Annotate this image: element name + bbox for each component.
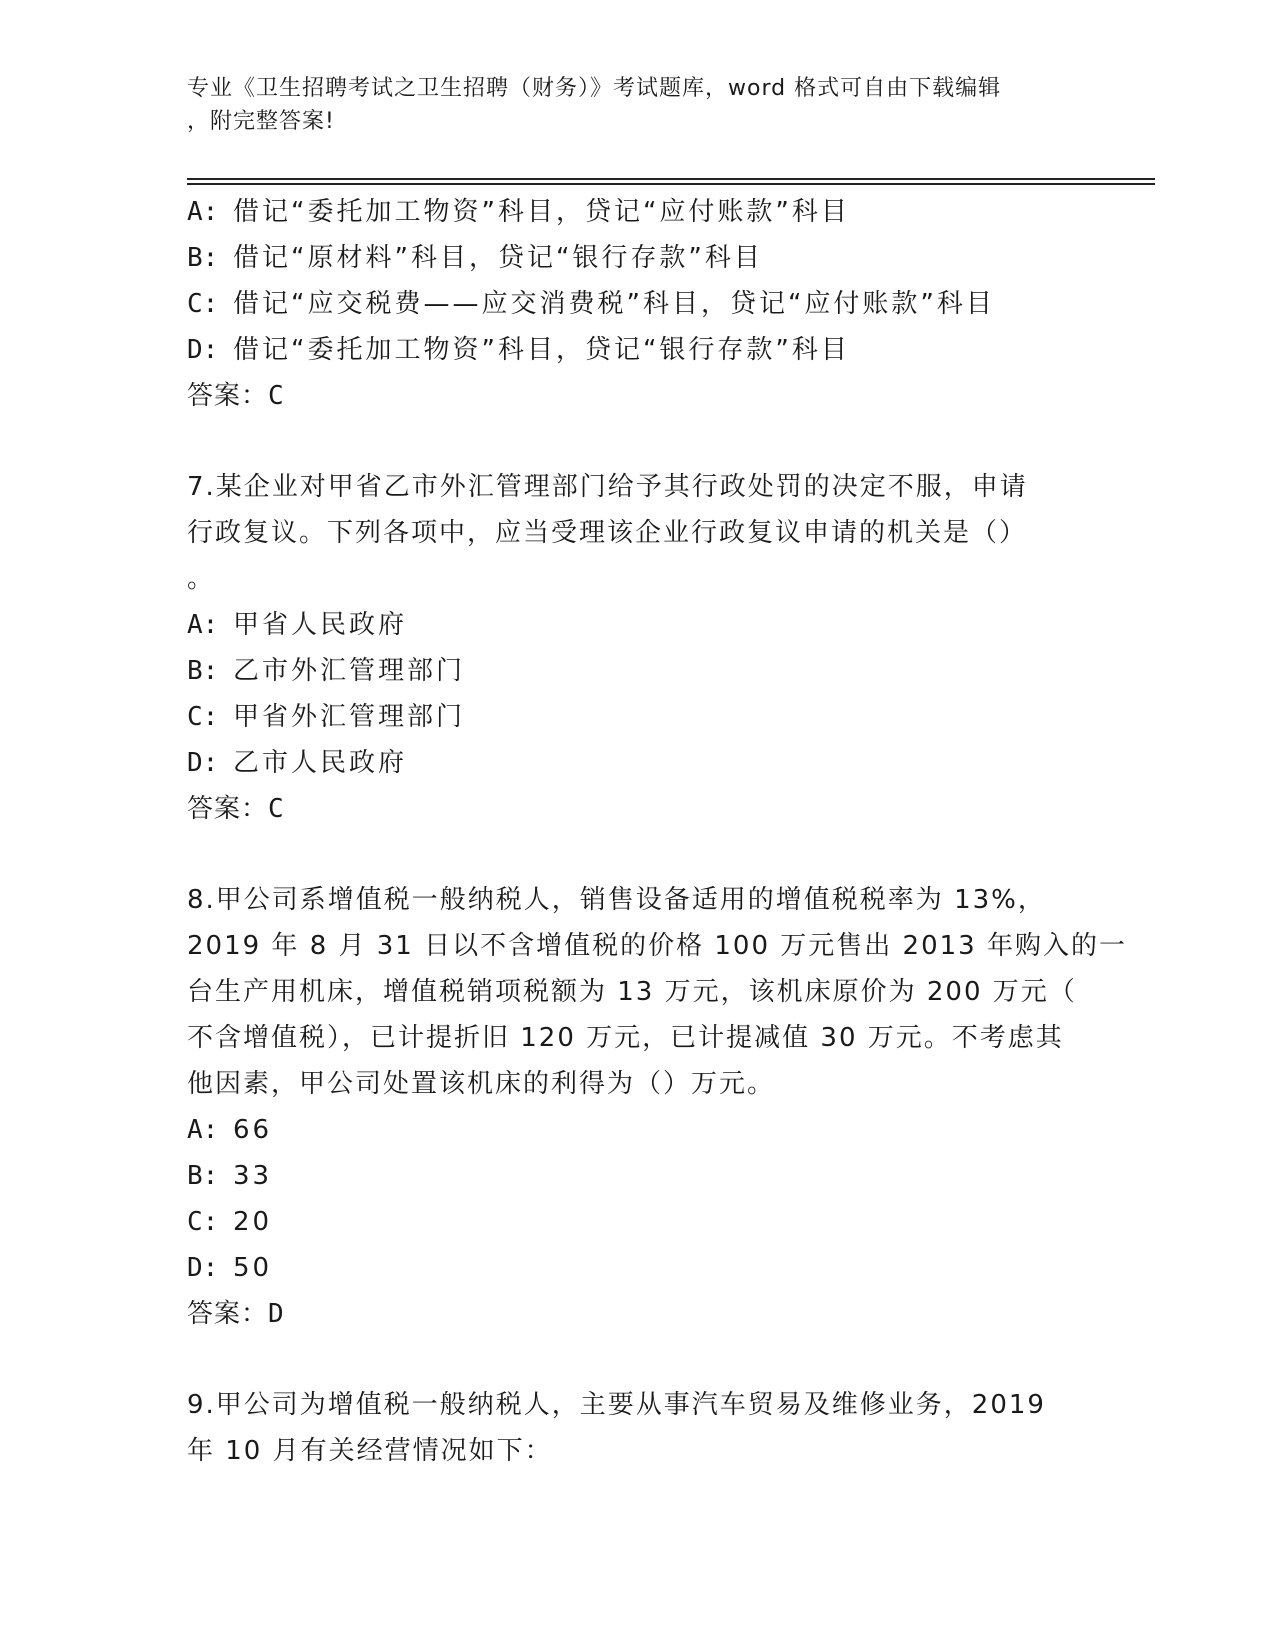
stem-line: 9.甲公司为增值税一般纳税人，主要从事汽车贸易及维修业务，2019 [187,1390,1046,1420]
option-text: 借记“应交税费——应交消费税”科目，贷记“应付账款”科目 [233,289,995,319]
stem-line: 。 [187,564,216,594]
option-b [187,1153,1087,1199]
option-letter: C: [187,1207,219,1237]
stem-line: 不含增值税），已计提折旧 120 万元，已计提减值 30 万元。不考虑其 [187,1023,1064,1053]
stem-line: 行政复议。下列各项中，应当受理该企业行政复议申请的机关是（） [187,518,1028,548]
option-a [187,1107,1087,1153]
option-c [187,694,1087,740]
answer-value: C [268,381,285,411]
option-letter: B: [187,656,219,686]
answer [187,786,1087,832]
stem-line: 他因素，甲公司处置该机床的利得为（）万元。 [187,1069,776,1099]
answer-label: 答案： [187,1299,269,1329]
stem-line: 年 10 月有关经营情况如下： [187,1436,553,1466]
stem-line: 2019 年 8 月 31 日以不含增值税的价格 100 万元售出 2013 年购入的一 [187,931,1127,961]
option-letter: B: [187,243,219,273]
option-letter: A: [187,610,219,640]
answer-label: 答案： [187,381,269,411]
question-6 [187,189,1087,419]
answer-value: D [268,1299,285,1329]
stem-line: 台生产用机床，增值税销项税额为 13 万元，该机床原价为 200 万元（ [187,977,1077,1007]
option-b [187,648,1087,694]
option-text: 乙市外汇管理部门 [233,656,466,686]
option-letter: D: [187,1253,219,1283]
question-7 [187,464,1087,832]
answer-value: C [268,794,285,824]
option-text: 50 [233,1253,273,1283]
answer-label: 答案： [187,794,269,824]
option-text: 借记“原材料”科目，贷记“银行存款”科目 [233,243,763,273]
option-letter: C: [187,289,219,319]
option-text: 甲省外汇管理部门 [233,702,466,732]
option-d [187,1245,1087,1291]
question-8 [187,877,1127,1337]
question-list [187,189,1127,1474]
option-a [187,602,1087,648]
option-text: 20 [233,1207,273,1237]
document-header [187,72,1067,138]
option-text: 66 [233,1115,273,1145]
option-letter: A: [187,197,219,227]
option-text: 乙市人民政府 [233,748,408,778]
option-letter: A: [187,1115,219,1145]
option-text: 借记“委托加工物资”科目，贷记“银行存款”科目 [233,335,850,365]
option-b [187,235,1087,281]
option-letter: B: [187,1161,219,1191]
option-text: 甲省人民政府 [233,610,408,640]
question-stem [187,1382,1087,1474]
stem-line: 8.甲公司系增值税一般纳税人，销售设备适用的增值税税率为 13%， [187,885,1046,915]
header-divider-top [187,178,1155,180]
option-a [187,189,1087,235]
option-text: 33 [233,1161,273,1191]
question-9 [187,1382,1087,1474]
header-line-1: 专业《卫生招聘考试之卫生招聘（财务）》考试题库，word 格式可自由下载编辑 [187,76,1002,101]
option-d [187,740,1087,786]
stem-line: 7.某企业对甲省乙市外汇管理部门给予其行政处罚的决定不服，申请 [187,472,1028,502]
header-divider-bottom [187,183,1155,185]
option-letter: D: [187,335,219,365]
question-stem [187,464,1087,602]
option-d [187,327,1087,373]
question-stem [187,877,1127,1107]
option-letter: D: [187,748,219,778]
answer [187,1291,1087,1337]
option-letter: C: [187,702,219,732]
option-c [187,1199,1087,1245]
header-line-2: ，附完整答案! [187,109,335,134]
answer [187,373,1087,419]
option-c [187,281,1087,327]
option-text: 借记“委托加工物资”科目，贷记“应付账款”科目 [233,197,850,227]
